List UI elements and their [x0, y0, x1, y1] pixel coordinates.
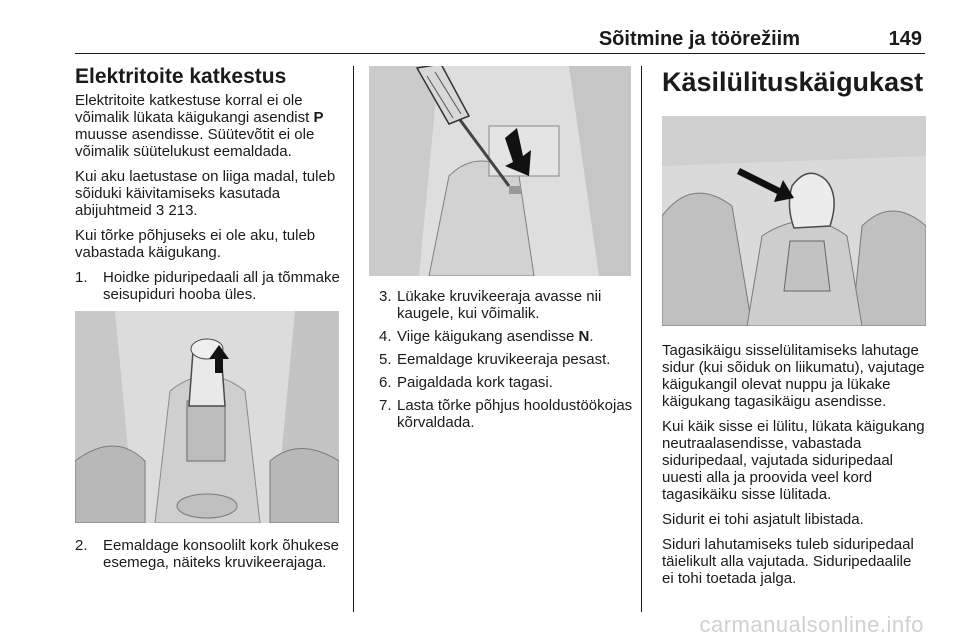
- header-rule: [75, 53, 925, 54]
- paragraph: Sidurit ei tohi asjatult libistada.: [662, 511, 864, 528]
- step-6: 6. Paigaldada kork tagasi.: [379, 374, 553, 391]
- paragraph: Siduri lahutamiseks tuleb siduripedaal täielikult alla vajutada. Siduripedaalile ei tohi toetada jalga.: [662, 536, 914, 587]
- figure-manual-gear-lever: [662, 116, 926, 326]
- page-number: 149: [888, 28, 922, 50]
- step-2: 2. Eemaldage konsoolilt kork õhukese esemega, näiteks kruvikeerajaga.: [75, 537, 339, 571]
- middle-column: [369, 66, 633, 437]
- step-3: 3. Lükake kruvikeeraja avasse nii kaugele, kui võimalik.: [379, 288, 602, 322]
- step-4: 4. Viige käigukang asendisse N.: [379, 328, 594, 345]
- column-divider-right: [641, 66, 642, 612]
- column-divider-left: [353, 66, 354, 612]
- page-reference-icon[interactable]: 3: [155, 202, 165, 219]
- step-7: 7. Lasta tõrke põhjus hooldustöökojas kõrvaldada.: [379, 397, 633, 431]
- right-column: [662, 64, 926, 595]
- figure-gear-lever-automatic: [75, 311, 339, 523]
- section-heading-manual-gearbox: Käsilülituskäigukast: [662, 67, 924, 97]
- step-1: 1. Hoidke piduripedaali all ja tõmmake seisupiduri hooba üles.: [75, 269, 340, 303]
- section-heading-power-failure: Elektritoite katkestus: [75, 65, 287, 88]
- paragraph: Kui tõrke põhjuseks ei ole aku, tuleb vabastada käigukang.: [75, 227, 316, 261]
- watermark: carmanualsonline.info: [699, 612, 924, 637]
- paragraph: Tagasikäigu sisselülitamiseks lahutage sidur (kui sõiduk on liikumatu), vajutage käigukangil olevat nuppu ja lükake käigukang tagasikäigu asendisse.: [662, 342, 925, 410]
- paragraph: Kui aku laetustase on liiga madal, tuleb sõiduki käivitamiseks kasutada abijuhtmeid 3 213.: [75, 168, 336, 219]
- paragraph: Elektritoite katkestuse korral ei ole võimalik lükata käigukangi asendist P muusse asendisse. Süütevõtit ei ole võimalik süütelukust eemaldada.: [75, 92, 324, 160]
- step-5: 5. Eemaldage kruvikeeraja pesast.: [379, 351, 611, 368]
- figure-screwdriver-console: [369, 66, 631, 276]
- page-header-title: Sõitmine ja töörežiim: [598, 28, 800, 50]
- left-column: [75, 64, 343, 577]
- paragraph: Kui käik sisse ei lülitu, lükata käigukang neutraalasendisse, vabastada siduripedaal, vajutada siduripedaal uuesti alla ja proovida veel kord tagasikäiku sisse lülitada.: [662, 418, 925, 503]
